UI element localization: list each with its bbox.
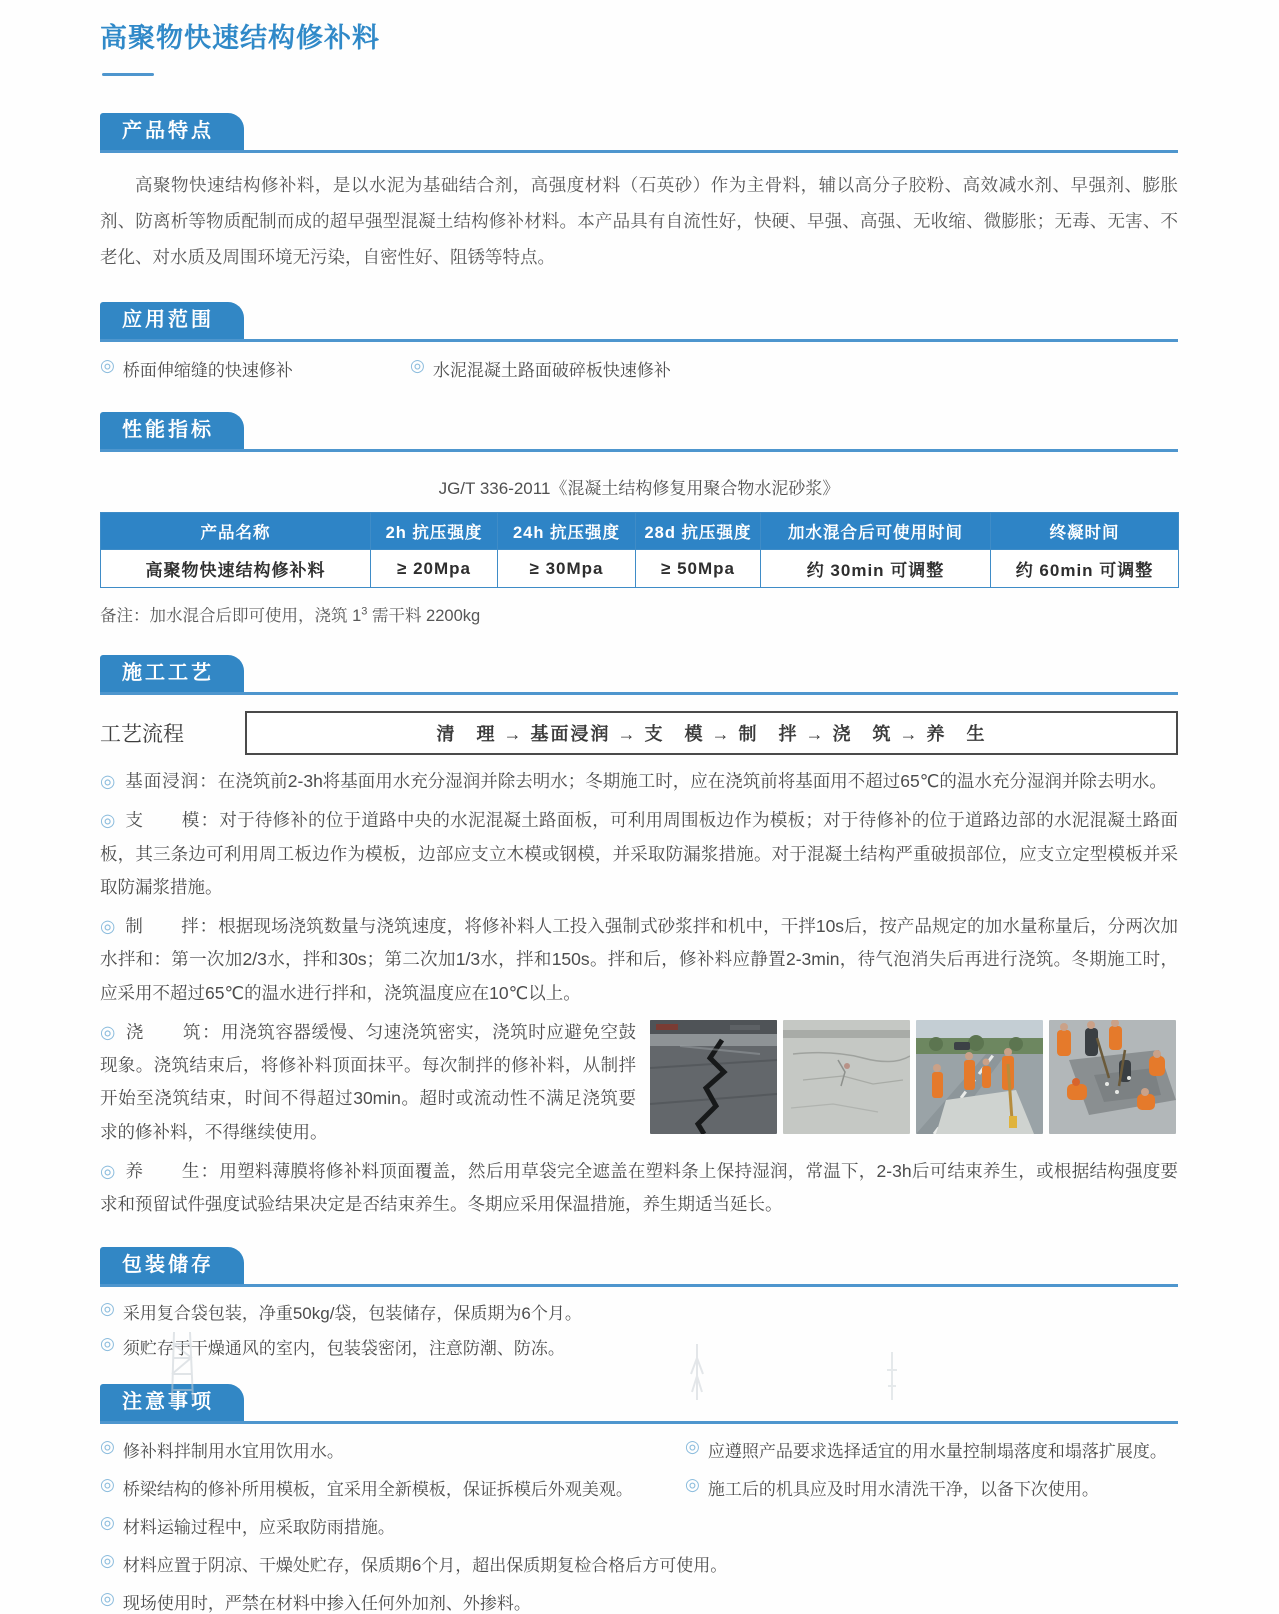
bullet-ring-icon: ◎ (685, 1437, 700, 1457)
section-tab-construction: 施工工艺 (100, 655, 244, 692)
col-header: 24h 抗压强度 (498, 513, 636, 550)
note-text: 加水混合后即可使用，浇筑 1 (149, 607, 362, 626)
step-title: 基面浸润： (125, 771, 218, 792)
bullet-ring-icon: ◎ (100, 1021, 116, 1042)
bullet-ring-icon: ◎ (100, 356, 115, 376)
section-header-packaging (100, 1247, 1178, 1287)
process-flow-box: 清 理 → 基面浸润 → 支 模 → 制 拌 → 浇 筑 → 养 生 (245, 711, 1178, 755)
bullet-ring-icon: ◎ (100, 1437, 115, 1457)
bullet-ring-icon: ◎ (685, 1475, 700, 1495)
table-header-row (101, 513, 1179, 550)
table-cell: ≥ 20Mpa (371, 550, 498, 588)
note-label: 备注： (100, 607, 150, 626)
col-header: 终凝时间 (991, 513, 1179, 550)
step-text: 用塑料薄膜将修补料顶面覆盖，然后用草袋完全遮盖在塑料条上保持湿润，常温下，2-3h后可结束养生，或根据结构强度要求和预留试件强度试验结果决定是否结束养生。冬期应采用保温措施，养生期适当延长。 (100, 1160, 1178, 1215)
photo-patch-repair-crew (1049, 1020, 1176, 1134)
section-header-features (100, 113, 1178, 153)
list-item (100, 1299, 1178, 1324)
page-title: 高聚物快速结构修补料 (100, 23, 380, 53)
bullet-ring-icon: ◎ (100, 1160, 116, 1181)
table-row (101, 550, 1179, 588)
photo-road-repair-crew (916, 1020, 1043, 1134)
col-header: 2h 抗压强度 (371, 513, 498, 550)
bullet-ring-icon: ◎ (100, 1589, 115, 1609)
notice-label: 施工后的机具应及时用水清洗干净，以备下次使用。 (707, 1480, 1099, 1500)
step-text: 根据现场浇筑数量与浇筑速度，将修补料人工投入强制式砂浆拌和机中，干拌10s后，按产品规定的加水量称量后，分两次加水拌和：第一次加2/3水，拌和30s；第二次加1/3水，拌和150s。拌和后，修补料应静置2-3min，待气泡消失后再进行浇筑。冬期施工时，应采用不超过65℃的温水进行拌和，浇筑温度应在10℃以上。 (100, 916, 1179, 1003)
section-header-notices (100, 1384, 1178, 1424)
step-paragraph (100, 765, 1178, 798)
list-item (685, 1437, 1178, 1462)
application-item-label: 水泥混凝土路面破碎板快速修补 (432, 361, 671, 381)
section-tab-packaging: 包装储存 (100, 1247, 244, 1284)
bullet-ring-icon: ◎ (100, 771, 116, 792)
step-paragraph (100, 910, 1178, 1010)
list-item (100, 1551, 1178, 1576)
col-header: 产品名称 (101, 513, 371, 550)
section-header-construction (100, 655, 1178, 695)
table-cell: 高聚物快速结构修补料 (101, 550, 371, 588)
application-items (100, 356, 1178, 381)
bullet-ring-icon: ◎ (100, 1334, 115, 1354)
section-tab-features: 产品特点 (100, 113, 244, 150)
note-superscript: 3 (361, 605, 368, 618)
table-cell: ≥ 30Mpa (498, 550, 636, 588)
step-text: 用浇筑容器缓慢、匀速浇筑密实，浇筑时应避免空鼓现象。浇筑结束后，将修补料顶面抹平。每次制拌的修补料，从制拌开始至浇筑结束，时间不得超过30min。超时或流动性不满足浇筑要求的修补料，不得继续使用。 (100, 1021, 637, 1142)
notice-label: 材料应置于阴凉、干燥处贮存，保质期6个月，超出保质期复检合格后方可使用。 (122, 1556, 728, 1576)
list-item (410, 356, 671, 381)
step-text: 在浇筑前2-3h将基面用水充分湿润并除去明水；冬期施工时，应在浇筑前将基面用不超过65℃的温水充分湿润并除去明水。 (217, 771, 1167, 792)
step-paragraph (100, 1155, 1178, 1222)
list-item (100, 1334, 1178, 1359)
section-header-application (100, 302, 1178, 342)
list-item (685, 1475, 1178, 1500)
list-item (100, 1475, 683, 1500)
bullet-ring-icon: ◎ (100, 810, 116, 831)
bullet-ring-icon: ◎ (100, 1551, 115, 1571)
notice-label: 桥梁结构的修补所用模板，宜采用全新模板，保证拆模后外观美观。 (122, 1480, 633, 1500)
note-text: 需干料 2200kg (367, 607, 481, 626)
list-item (100, 1513, 683, 1538)
packaging-item-label: 须贮存于干燥通风的室内，包装袋密闭，注意防潮、防冻。 (122, 1339, 565, 1359)
standard-reference: JG/T 336-2011《混凝土结构修复用聚合物水泥砂浆》 (438, 479, 840, 499)
process-photo-strip (650, 1020, 1178, 1134)
features-paragraph: 高聚物快速结构修补料，是以水泥为基础结合剂，高强度材料（石英砂）作为主骨料，辅以高分子胶粉、高效减水剂、早强剂、膨胀剂、防离析等物质配制而成的超早强型混凝土结构修补材料。本产品具有自流性好，快硬、早强、高强、无收缩、微膨胀；无毒、无害、不老化、对水质及周围环境无污染，自密性好、阻锈等特点。 (100, 175, 1178, 268)
document-page (100, 0, 1178, 1614)
notice-label: 修补料拌制用水宜用饮用水。 (122, 1442, 344, 1462)
list-item (100, 1589, 1178, 1614)
col-header: 加水混合后可使用时间 (761, 513, 991, 550)
table-cell: 约 60min 可调整 (991, 550, 1179, 588)
list-item (100, 356, 410, 381)
section-tab-notices: 注意事项 (100, 1384, 244, 1421)
section-tab-performance: 性能指标 (100, 412, 244, 449)
title-underline (102, 73, 154, 76)
construction-steps (100, 765, 1178, 1221)
performance-table (100, 512, 1179, 588)
notices-grid (100, 1437, 1178, 1614)
bullet-ring-icon: ◎ (410, 356, 425, 376)
packaging-items (100, 1299, 1178, 1359)
col-header: 28d 抗压强度 (636, 513, 761, 550)
step-title: 浇 筑： (125, 1021, 222, 1042)
table-cell: ≥ 50Mpa (636, 550, 761, 588)
notice-label: 现场使用时，严禁在材料中掺入任何外加剂、外掺料。 (122, 1594, 531, 1614)
table-cell: 约 30min 可调整 (761, 550, 991, 588)
packaging-item-label: 采用复合袋包装，净重50kg/袋，包装储存，保质期为6个月。 (122, 1304, 582, 1324)
process-flow-label: 工艺流程 (100, 723, 184, 747)
bullet-ring-icon: ◎ (100, 1513, 115, 1533)
bullet-ring-icon: ◎ (100, 1299, 115, 1319)
photo-cracked-pavement (650, 1020, 777, 1134)
photo-concrete-surface (783, 1020, 910, 1134)
step-title: 养 生： (125, 1160, 220, 1181)
notice-label: 应遵照产品要求选择适宜的用水量控制塌落度和塌落扩展度。 (707, 1442, 1167, 1462)
bullet-ring-icon: ◎ (100, 916, 116, 937)
section-header-performance (100, 412, 1178, 452)
step-text: 对于待修补的位于道路中央的水泥混凝土路面板，可利用周围板边作为模板；对于待修补的位于道路边部的水泥混凝土路面板，其三条边可利用周工板边作为模板，边部应支立木模或钢模，并采取防漏浆措施。对于混凝土结构严重破损部位，应支立定型模板并采取防漏浆措施。 (100, 810, 1178, 897)
step-title: 制 拌： (125, 916, 219, 937)
step-title: 支 模： (125, 810, 220, 831)
bullet-ring-icon: ◎ (100, 1475, 115, 1495)
notice-label: 材料运输过程中，应采取防雨措施。 (122, 1518, 395, 1538)
process-flow-row (100, 711, 1178, 755)
application-item-label: 桥面伸缩缝的快速修补 (122, 361, 293, 381)
step-paragraph (100, 804, 1178, 904)
list-item (100, 1437, 683, 1462)
section-tab-application: 应用范围 (100, 302, 244, 339)
table-note (100, 602, 1178, 626)
